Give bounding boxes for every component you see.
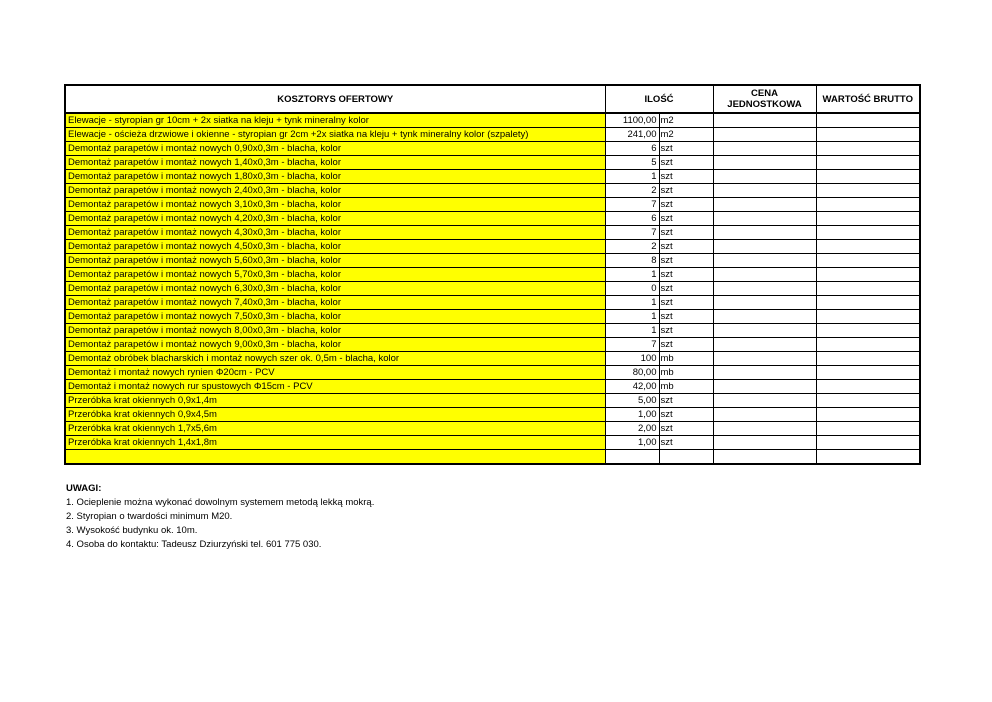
row-description: Przeróbka krat okiennych 1,4x1,8m <box>65 436 605 450</box>
row-quantity: 100 <box>605 352 659 366</box>
row-quantity: 8 <box>605 254 659 268</box>
row-quantity: 2,00 <box>605 422 659 436</box>
row-description: Przeróbka krat okiennych 0,9x4,5m <box>65 408 605 422</box>
row-quantity: 1 <box>605 296 659 310</box>
row-unit-price <box>713 254 816 268</box>
row-description: Demontaż parapetów i montaż nowych 7,40x0,3m - blacha, kolor <box>65 296 605 310</box>
row-unit: szt <box>659 254 713 268</box>
table-row <box>65 380 920 394</box>
row-gross-value <box>816 450 920 465</box>
table-row <box>65 408 920 422</box>
row-quantity: 1 <box>605 324 659 338</box>
row-unit-price <box>713 352 816 366</box>
table-row <box>65 212 920 226</box>
row-unit-price <box>713 310 816 324</box>
row-unit: mb <box>659 366 713 380</box>
row-unit: szt <box>659 226 713 240</box>
table-body <box>65 113 920 464</box>
row-quantity: 241,00 <box>605 128 659 142</box>
row-unit-price <box>713 142 816 156</box>
row-unit-price <box>713 184 816 198</box>
row-unit-price <box>713 282 816 296</box>
row-description: Demontaż parapetów i montaż nowych 4,50x0,3m - blacha, kolor <box>65 240 605 254</box>
row-unit-price <box>713 296 816 310</box>
row-gross-value <box>816 254 920 268</box>
row-unit-price <box>713 113 816 128</box>
row-description: Przeróbka krat okiennych 0,9x1,4m <box>65 394 605 408</box>
note-item: 3. Wysokość budynku ok. 10m. <box>66 525 198 536</box>
table-row <box>65 310 920 324</box>
row-quantity: 5,00 <box>605 394 659 408</box>
table-row <box>65 366 920 380</box>
row-unit: szt <box>659 394 713 408</box>
row-description: Demontaż parapetów i montaż nowych 5,60x0,3m - blacha, kolor <box>65 254 605 268</box>
row-unit-price <box>713 450 816 465</box>
row-gross-value <box>816 212 920 226</box>
row-quantity: 7 <box>605 198 659 212</box>
row-description: Demontaż parapetów i montaż nowych 9,00x0,3m - blacha, kolor <box>65 338 605 352</box>
cost-estimate-table <box>64 84 921 465</box>
row-unit: szt <box>659 184 713 198</box>
row-unit: szt <box>659 338 713 352</box>
table-row <box>65 226 920 240</box>
note-item: 2. Styropian o twardości minimum M20. <box>66 511 233 522</box>
row-gross-value <box>816 240 920 254</box>
row-gross-value <box>816 198 920 212</box>
row-quantity: 42,00 <box>605 380 659 394</box>
row-quantity <box>605 450 659 465</box>
row-gross-value <box>816 408 920 422</box>
table-row <box>65 282 920 296</box>
table-row <box>65 450 920 465</box>
row-quantity: 1,00 <box>605 436 659 450</box>
row-unit-price <box>713 366 816 380</box>
row-gross-value <box>816 113 920 128</box>
row-gross-value <box>816 324 920 338</box>
table-row <box>65 296 920 310</box>
row-quantity: 2 <box>605 184 659 198</box>
row-description: Demontaż parapetów i montaż nowych 7,50x0,3m - blacha, kolor <box>65 310 605 324</box>
row-quantity: 7 <box>605 226 659 240</box>
table-row <box>65 422 920 436</box>
table-row <box>65 394 920 408</box>
row-unit: szt <box>659 436 713 450</box>
row-unit-price <box>713 170 816 184</box>
table-row <box>65 436 920 450</box>
row-gross-value <box>816 226 920 240</box>
row-unit-price <box>713 380 816 394</box>
header-quantity: ILOŚĆ <box>605 85 713 113</box>
row-quantity: 80,00 <box>605 366 659 380</box>
row-gross-value <box>816 436 920 450</box>
row-unit-price <box>713 394 816 408</box>
table-row <box>65 142 920 156</box>
row-description: Przeróbka krat okiennych 1,7x5,6m <box>65 422 605 436</box>
row-description: Demontaż parapetów i montaż nowych 5,70x0,3m - blacha, kolor <box>65 268 605 282</box>
row-gross-value <box>816 394 920 408</box>
row-quantity: 1 <box>605 170 659 184</box>
row-quantity: 6 <box>605 212 659 226</box>
row-unit-price <box>713 268 816 282</box>
table-row <box>65 170 920 184</box>
row-description: Demontaż parapetów i montaż nowych 1,40x0,3m - blacha, kolor <box>65 156 605 170</box>
row-unit: mb <box>659 380 713 394</box>
row-gross-value <box>816 282 920 296</box>
row-gross-value <box>816 422 920 436</box>
table-row <box>65 184 920 198</box>
header-description: KOSZTORYS OFERTOWY <box>65 85 605 113</box>
row-quantity: 1100,00 <box>605 113 659 128</box>
row-description: Demontaż parapetów i montaż nowych 0,90x0,3m - blacha, kolor <box>65 142 605 156</box>
row-unit-price <box>713 422 816 436</box>
row-unit: szt <box>659 296 713 310</box>
row-unit-price <box>713 338 816 352</box>
row-description: Demontaż parapetów i montaż nowych 4,30x0,3m - blacha, kolor <box>65 226 605 240</box>
table-header-row <box>65 85 920 113</box>
row-description: Demontaż parapetów i montaż nowych 2,40x0,3m - blacha, kolor <box>65 184 605 198</box>
row-unit-price <box>713 156 816 170</box>
row-quantity: 0 <box>605 282 659 296</box>
row-gross-value <box>816 380 920 394</box>
table-row <box>65 156 920 170</box>
row-unit: szt <box>659 268 713 282</box>
row-description <box>65 450 605 465</box>
row-quantity: 2 <box>605 240 659 254</box>
table-row <box>65 128 920 142</box>
row-description: Demontaż parapetów i montaż nowych 6,30x0,3m - blacha, kolor <box>65 282 605 296</box>
row-unit: szt <box>659 240 713 254</box>
row-description: Demontaż parapetów i montaż nowych 3,10x0,3m - blacha, kolor <box>65 198 605 212</box>
table-row <box>65 324 920 338</box>
row-gross-value <box>816 310 920 324</box>
row-unit-price <box>713 212 816 226</box>
row-description: Demontaż parapetów i montaż nowych 4,20x0,3m - blacha, kolor <box>65 212 605 226</box>
note-item: 1. Ocieplenie można wykonać dowolnym systemem metodą lekką mokrą. <box>66 497 375 508</box>
row-description: Elewacje - ościeża drzwiowe i okienne - styropian gr 2cm +2x siatka na kleju + tynk mineralny kolor (szpalety) <box>65 128 605 142</box>
note-item: 4. Osoba do kontaktu: Tadeusz Dziurzyński tel. 601 775 030. <box>66 539 322 550</box>
table-row <box>65 240 920 254</box>
row-unit: szt <box>659 324 713 338</box>
row-description: Demontaż obróbek blacharskich i montaż nowych szer ok. 0,5m - blacha, kolor <box>65 352 605 366</box>
row-unit: szt <box>659 198 713 212</box>
row-gross-value <box>816 142 920 156</box>
header-unit-price: CENA JEDNOSTKOWA <box>713 85 816 113</box>
row-unit: szt <box>659 170 713 184</box>
notes-title: UWAGI: <box>66 483 102 494</box>
row-unit-price <box>713 408 816 422</box>
row-description: Demontaż i montaż nowych rur spustowych Φ15cm - PCV <box>65 380 605 394</box>
row-unit: szt <box>659 422 713 436</box>
notes-section <box>66 482 374 552</box>
row-gross-value <box>816 156 920 170</box>
row-description: Elewacje - styropian gr 10cm + 2x siatka na kleju + tynk mineralny kolor <box>65 113 605 128</box>
row-unit: mb <box>659 352 713 366</box>
row-gross-value <box>816 338 920 352</box>
row-quantity: 1 <box>605 310 659 324</box>
row-gross-value <box>816 268 920 282</box>
row-description: Demontaż parapetów i montaż nowych 1,80x0,3m - blacha, kolor <box>65 170 605 184</box>
header-gross-value: WARTOŚĆ BRUTTO <box>816 85 920 113</box>
table-row <box>65 352 920 366</box>
row-quantity: 1 <box>605 268 659 282</box>
row-gross-value <box>816 128 920 142</box>
row-unit-price <box>713 128 816 142</box>
row-quantity: 7 <box>605 338 659 352</box>
table-row <box>65 254 920 268</box>
row-unit: m2 <box>659 128 713 142</box>
row-unit-price <box>713 324 816 338</box>
row-quantity: 5 <box>605 156 659 170</box>
row-description: Demontaż i montaż nowych rynien Φ20cm - PCV <box>65 366 605 380</box>
table-row <box>65 268 920 282</box>
row-unit-price <box>713 436 816 450</box>
row-unit: szt <box>659 310 713 324</box>
row-unit: szt <box>659 156 713 170</box>
row-description: Demontaż parapetów i montaż nowych 8,00x0,3m - blacha, kolor <box>65 324 605 338</box>
table-row <box>65 198 920 212</box>
row-gross-value <box>816 296 920 310</box>
row-unit: m2 <box>659 113 713 128</box>
row-unit: szt <box>659 282 713 296</box>
row-unit-price <box>713 198 816 212</box>
row-unit-price <box>713 226 816 240</box>
row-quantity: 1,00 <box>605 408 659 422</box>
row-gross-value <box>816 170 920 184</box>
row-quantity: 6 <box>605 142 659 156</box>
row-gross-value <box>816 366 920 380</box>
table-row <box>65 113 920 128</box>
row-unit: szt <box>659 142 713 156</box>
row-gross-value <box>816 352 920 366</box>
row-gross-value <box>816 184 920 198</box>
row-unit-price <box>713 240 816 254</box>
row-unit: szt <box>659 212 713 226</box>
row-unit: szt <box>659 408 713 422</box>
row-unit <box>659 450 713 465</box>
table-row <box>65 338 920 352</box>
